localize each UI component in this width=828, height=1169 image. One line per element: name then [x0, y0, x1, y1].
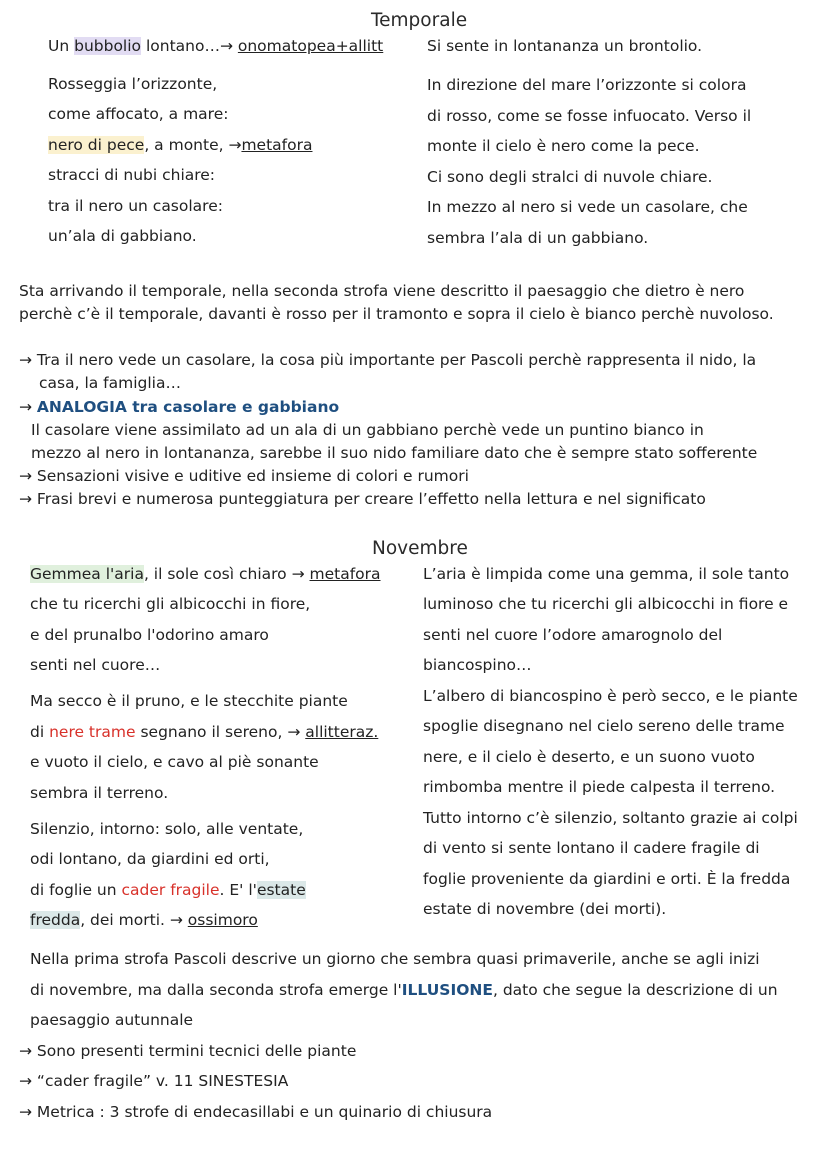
temporale-bullet-4: → Frasi brevi e numerosa punteggiatura per creare l’effetto nella lettura e nel significato	[19, 490, 706, 508]
note-ossimoro: ossimoro	[187, 911, 258, 929]
novembre-paraphrase-6: spoglie disegnano nel cielo sereno delle trame	[423, 717, 785, 735]
novembre-paraphrase-4: biancospino…	[423, 656, 532, 674]
temporale-bullet-2-text-1: Il casolare viene assimilato ad un ala di un gabbiano perchè vede un puntino bianco in	[31, 421, 704, 439]
novembre-paraphrase-9: Tutto intorno c’è silenzio, soltanto grazie ai colpi	[423, 809, 798, 827]
novembre-paraphrase-10: di vento si sente lontano il cadere fragile di	[423, 839, 760, 857]
novembre-poem-line-1: Gemmea l'aria, il sole così chiaro → metafora	[30, 565, 381, 583]
temporale-comment-2: perchè c’è il temporale, davanti è rosso per il tramonto e sopra il cielo è bianco perchè nuvoloso.	[19, 305, 774, 323]
novembre-poem-line-11: di foglie un cader fragile. E' l'estate	[30, 881, 306, 899]
novembre-paraphrase-5: L’albero di biancospino è però secco, e le piante	[423, 687, 798, 705]
temporale-poem-line-1: Un bubbolio lontano…→ onomatopea+allitt	[48, 37, 384, 55]
temporale-poem-line-4: nero di pece, a monte, →metafora	[48, 136, 313, 154]
note-metafora-2: metafora	[309, 565, 381, 583]
novembre-poem-line-9: Silenzio, intorno: solo, alle ventate,	[30, 820, 304, 838]
red-cader-fragile: cader fragile	[121, 881, 220, 899]
novembre-paraphrase-8: rimbomba mentre il piede calpesta il terreno.	[423, 778, 776, 796]
novembre-paraphrase-12: estate di novembre (dei morti).	[423, 900, 667, 918]
highlight-gemmea-aria: Gemmea l'aria	[30, 565, 144, 583]
temporale-paraphrase-3: di rosso, come se fosse infuocato. Verso il	[427, 107, 752, 125]
temporale-paraphrase-2: In direzione del mare l’orizzonte si colora	[427, 76, 747, 94]
temporale-poem-line-7: un’ala di gabbiano.	[48, 227, 197, 245]
temporale-bullet-2: → ANALOGIA tra casolare e gabbiano	[19, 398, 340, 416]
novembre-comment-3: paesaggio autunnale	[30, 1011, 194, 1029]
novembre-title: Novembre	[372, 538, 468, 559]
novembre-poem-line-7: e vuoto il cielo, e cavo al piè sonante	[30, 753, 319, 771]
novembre-poem-line-8: sembra il terreno.	[30, 784, 169, 802]
novembre-paraphrase-11: foglie proveniente da giardini e orti. È la fredda	[423, 870, 791, 888]
temporale-paraphrase-5: Ci sono degli stralci di nuvole chiare.	[427, 168, 713, 186]
note-onomatopea: onomatopea+allitt	[237, 37, 384, 55]
novembre-paraphrase-7: nere, e il cielo è deserto, e un suono vuoto	[423, 748, 755, 766]
highlight-nero-di-pece: nero di pece	[48, 136, 145, 154]
illusione-keyword: ILLUSIONE	[401, 981, 493, 999]
novembre-poem-line-5: Ma secco è il pruno, e le stecchite piante	[30, 692, 348, 710]
novembre-poem-line-10: odi lontano, da giardini ed orti,	[30, 850, 270, 868]
analogia-heading: ANALOGIA tra casolare e gabbiano	[36, 398, 340, 416]
temporale-title: Temporale	[371, 10, 468, 31]
temporale-bullet-2-text-2: mezzo al nero in lontananza, sarebbe il suo nido familiare dato che è sempre stato sofferente	[31, 444, 758, 462]
temporale-comment-1: Sta arrivando il temporale, nella seconda strofa viene descritto il paesaggio che dietro è nero	[19, 282, 745, 300]
temporale-bullet-1: → Tra il nero vede un casolare, la cosa più importante per Pascoli perchè rappresenta il nido, la	[19, 351, 757, 369]
novembre-poem-line-12: fredda, dei morti. → ossimoro	[30, 911, 258, 929]
temporale-poem-line-2: Rosseggia l’orizzonte,	[48, 75, 218, 93]
temporale-paraphrase-6: In mezzo al nero si vede un casolare, che	[427, 198, 748, 216]
novembre-comment-1: Nella prima strofa Pascoli descrive un giorno che sembra quasi primaverile, anche se agli inizi	[30, 950, 760, 968]
novembre-paraphrase-1: L’aria è limpida come una gemma, il sole tanto	[423, 565, 790, 583]
red-nere-trame: nere trame	[49, 723, 136, 741]
novembre-poem-line-4: senti nel cuore…	[30, 656, 161, 674]
novembre-bullet-3: → Metrica : 3 strofe di endecasillabi e un quinario di chiusura	[19, 1103, 493, 1121]
highlight-fredda: fredda	[30, 911, 81, 929]
temporale-poem-line-5: stracci di nubi chiare:	[48, 166, 216, 184]
novembre-paraphrase-3: senti nel cuore l’odore amarognolo del	[423, 626, 723, 644]
temporale-paraphrase-7: sembra l’ala di un gabbiano.	[427, 229, 649, 247]
highlight-bubbolio: bubbolio	[74, 37, 142, 55]
novembre-poem-line-6: di nere trame segnano il sereno, → allitteraz.	[30, 723, 379, 741]
note-metafora: metafora	[241, 136, 313, 154]
temporale-bullet-1-cont: casa, la famiglia…	[39, 374, 181, 392]
temporale-paraphrase-4: monte il cielo è nero come la pece.	[427, 137, 700, 155]
novembre-bullet-2: → “cader fragile” v. 11 SINESTESIA	[19, 1072, 289, 1090]
novembre-bullet-1: → Sono presenti termini tecnici delle piante	[19, 1042, 357, 1060]
temporale-bullet-3: → Sensazioni visive e uditive ed insieme di colori e rumori	[19, 467, 469, 485]
novembre-paraphrase-2: luminoso che tu ricerchi gli albicocchi in fiore e	[423, 595, 789, 613]
novembre-poem-line-2: che tu ricerchi gli albicocchi in fiore,	[30, 595, 311, 613]
novembre-comment-2: di novembre, ma dalla seconda strofa emerge l'ILLUSIONE, dato che segue la descrizione di un	[30, 981, 778, 999]
temporale-poem-line-6: tra il nero un casolare:	[48, 197, 223, 215]
note-allitterazione: allitteraz.	[305, 723, 379, 741]
highlight-estate: estate	[256, 881, 306, 899]
novembre-poem-line-3: e del prunalbo l'odorino amaro	[30, 626, 269, 644]
temporale-poem-line-3: come affocato, a mare:	[48, 105, 229, 123]
temporale-paraphrase-1: Si sente in lontananza un brontolio.	[427, 37, 703, 55]
